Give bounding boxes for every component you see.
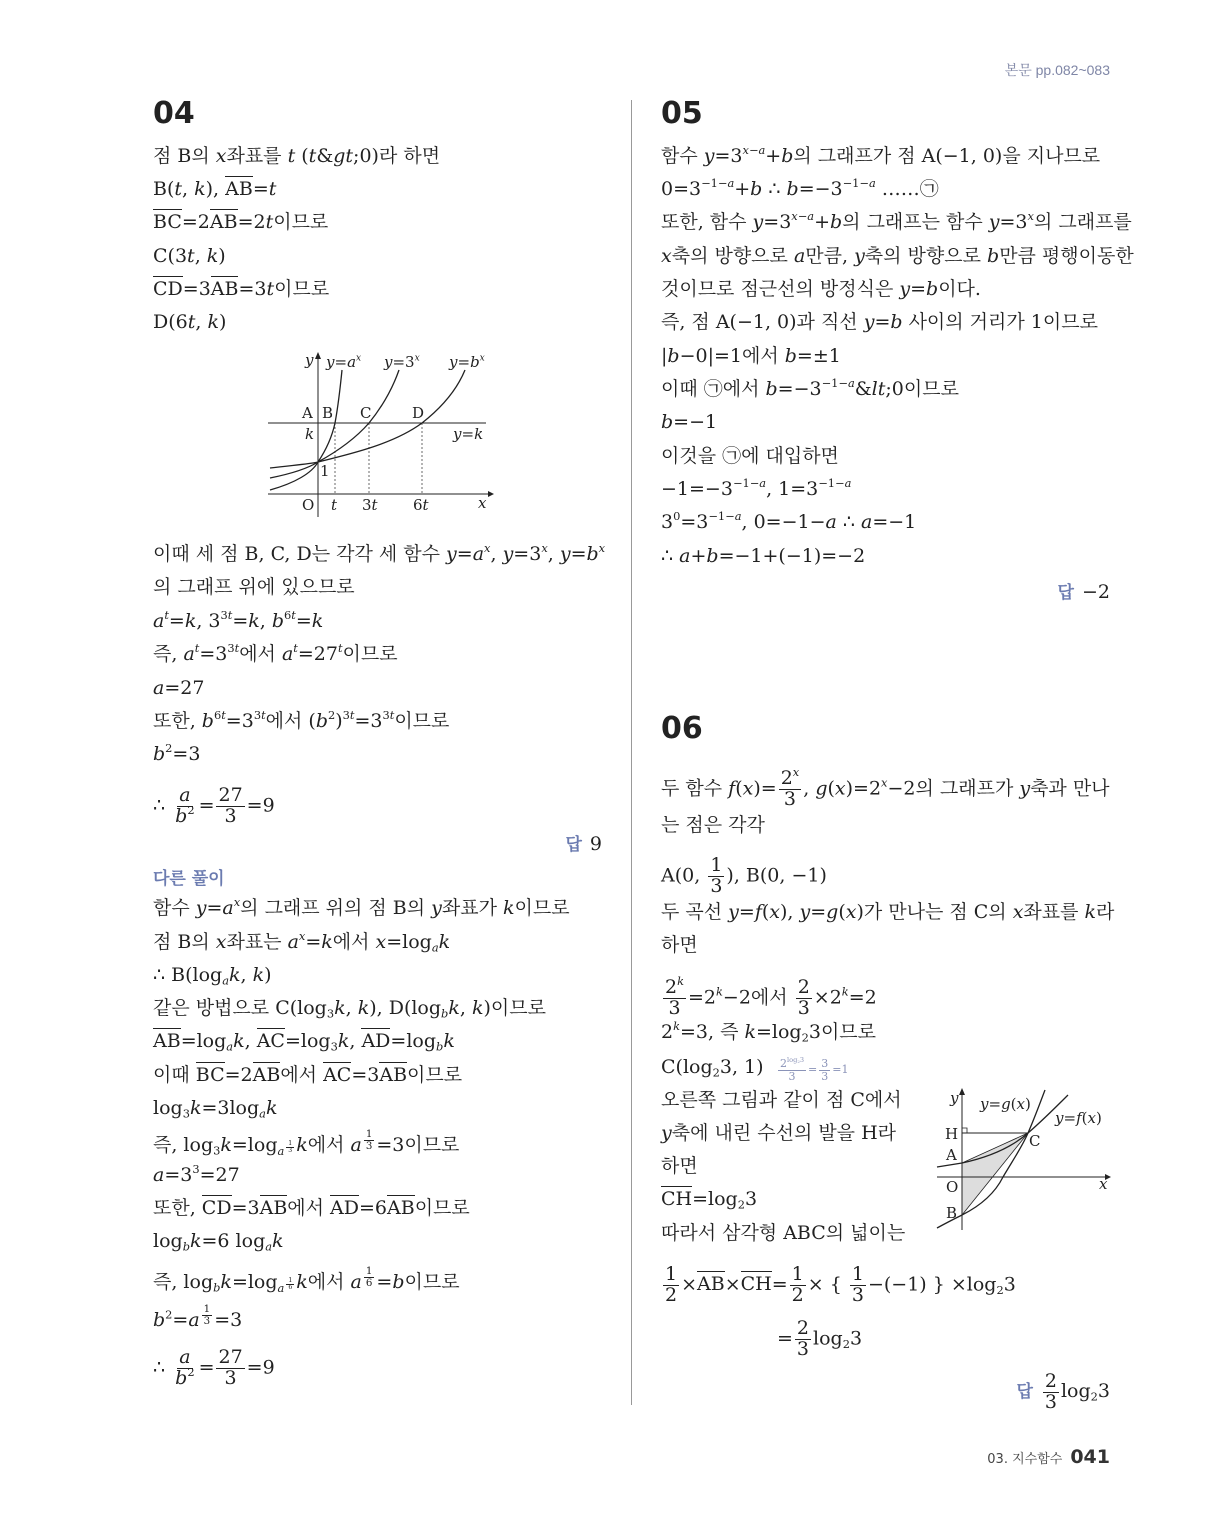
solution-line: 따라서 삼각형 ABC의 넓이는 — [661, 1222, 906, 1244]
answer-label: 답 — [1016, 1382, 1033, 1403]
solution-line: 즉, $\log_bk=\log_{a ^{\frac{1}{6}}}$ k에서 a $^{\frac{1}{6}}$ =b이므로 — [153, 1265, 460, 1295]
x-axis-arrow — [488, 491, 494, 497]
graph-label-one: 1 — [320, 462, 330, 480]
graph-label-6t: 6t — [413, 496, 429, 514]
answer-06 — [1016, 1372, 1110, 1413]
solution-line: $a^t=k$, $3^{3t}=k$, $b^{6t}=k$ — [153, 608, 324, 632]
graph-label-k: k — [305, 425, 315, 443]
solution-line: 하면 — [661, 934, 698, 956]
point-label-H: H — [945, 1125, 959, 1143]
solution-line: 는 점은 각각 — [661, 814, 765, 836]
solution-line: $\log_bk=6$ $\log_ak$ — [153, 1230, 284, 1254]
problem-number-04: 04 — [153, 96, 195, 131]
solution-line: 이때 ㉠에서 $b=-3^{-1-a}\&lt;0$이므로 — [661, 376, 959, 400]
answer-value: $\frac{2}{3}$ $\log_23$ — [1044, 1370, 1110, 1413]
solution-line: C(3t, k) — [153, 245, 226, 267]
point-label-A: A — [302, 404, 313, 422]
graph-label-x-axis: x — [1099, 1175, 1108, 1193]
graph-label-curve-3: $y=3^x$ — [384, 353, 420, 371]
solution-line: D(6t, k) — [153, 311, 227, 333]
solution-line: ∴ $\frac{a}{b^2}$ = $\frac{27}{3}$ =9 — [153, 784, 275, 827]
solution-line: 하면 — [661, 1155, 698, 1177]
solution-line: BC=2AB=2t이므로 — [153, 211, 329, 233]
graph-label-3t: 3t — [362, 496, 378, 514]
solution-line: 것이므로 점근선의 방정식은 y=b이다. — [661, 278, 981, 300]
graph-label-y-axis: y — [305, 351, 314, 369]
chapter-title: 03. 지수함수 — [987, 1452, 1063, 1467]
point-label-B: B — [946, 1204, 958, 1222]
solution-line: $C(\log_23$, 1) — [661, 1056, 764, 1080]
solution-line: 이때 BC=2AB에서 AC=3AB이므로 — [153, 1064, 463, 1086]
point-label-C: C — [1029, 1132, 1041, 1150]
right-angle-mark — [962, 1128, 967, 1133]
graph-label-t: t — [331, 496, 338, 514]
solution-line: A(0, $\frac{1}{3}$ ), B(0, −1) — [661, 854, 827, 897]
point-label-B: B — [322, 404, 334, 422]
answer-05 — [1058, 578, 1110, 603]
answer-label: 답 — [565, 835, 582, 855]
solution-line: a=27 — [153, 677, 205, 699]
solution-line: $\log_3k=3\log_ak$ — [153, 1097, 278, 1121]
solution-line: 즉, $\log_3k=\log_{a ^{\frac{1}{3}}}$ k에서 a $^{\frac{1}{3}}$ =3이므로 — [153, 1128, 460, 1158]
solution-line: |b−0|=1에서 b=±1 — [661, 345, 841, 367]
solution-line: 같은 방법으로 $C(\log_3k$, k), $D(\log_bk$, k)이므로 — [153, 997, 546, 1021]
solution-line: B(t, k), AB=t — [153, 178, 277, 200]
solution-line: ∴ $\frac{a}{b^2}$ = $\frac{27}{3}$ =9 — [153, 1346, 275, 1389]
column-divider — [631, 100, 632, 1405]
solution-line: ∴ a+b=−1+(−1)=−2 — [661, 545, 866, 567]
solution-line: 함수 $y=a^x$의 그래프 위의 점 B의 y좌표가 k이므로 — [153, 895, 570, 919]
solution-line: 두 곡선 y=f(x), y=g(x)가 만나는 점 C의 x좌표를 k라 — [661, 901, 1115, 923]
solution-line: b=−1 — [661, 411, 718, 433]
solution-line: 오른쪽 그림과 같이 점 C에서 — [661, 1089, 902, 1111]
side-note: $\frac{2^{log_23}}{3}$ = $\frac{3}{3}$ =1 — [780, 1056, 849, 1083]
solution-line: 의 그래프 위에 있으므로 — [153, 576, 355, 598]
solution-line: = $\frac{2}{3}$ $\log_23$ — [777, 1317, 863, 1360]
solution-line: $a=3^3=27$ — [153, 1162, 240, 1186]
solution-line: $\frac{1}{2}$ ×AB×CH= $\frac{1}{2}$ × { $\frac{1}{3}$ −(−1) } $\times\log_23$ — [665, 1263, 1016, 1306]
point-label-C: C — [360, 404, 372, 422]
solution-line: 이것을 ㉠에 대입하면 — [661, 445, 839, 467]
graph-label-curve-b: $y=b^x$ — [449, 353, 485, 371]
problem-number-05: 05 — [661, 96, 703, 131]
point-label-A: A — [946, 1146, 957, 1164]
answer-label: 답 — [1057, 583, 1074, 603]
point-label-D: D — [412, 404, 425, 422]
solution-line: 두 함수 f(x)= $\frac{2^x}{3}$ , $g(x)=2^x-2$의 그래프가 y축과 만나 — [661, 765, 1110, 810]
solution-line: $b^2=a$ $^{\frac{1}{3}}$ =3 — [153, 1303, 243, 1332]
page-number: 041 — [1070, 1446, 1110, 1468]
solution-line: x축의 방향으로 a만큼, y축의 방향으로 b만큼 평행이동한 — [661, 245, 1134, 267]
solution-line: $AB=\log_ak$, $AC=\log_3k$, $AD=\log_bk$ — [153, 1030, 455, 1054]
alternative-solution-title: 다른 풀이 — [153, 869, 225, 889]
graph-label-origin: O — [302, 496, 315, 514]
solution-line: 즉, $a^t=3^{3t}$에서 $a^t=27^t$이므로 — [153, 641, 398, 665]
graph-label-g: y=g(x) — [980, 1095, 1031, 1113]
solution-line: $3^0=3^{-1-a}$, 0=−1−a ∴ a=−1 — [661, 509, 917, 533]
graph-label-origin: O — [946, 1178, 959, 1196]
solution-line: 또한, $b^{6t}=3^{3t}$에서 $(b^2)^{3t}=3^{3t}$이므로 — [153, 708, 450, 732]
solution-line: $2^k=3$, 즉 $k=\log_23$이므로 — [661, 1019, 877, 1045]
answer-04 — [565, 830, 602, 855]
solution-line: $b^2=3$ — [153, 741, 201, 765]
solution-line: 점 B의 x좌표를 t (t&gt;0)라 하면 — [153, 145, 441, 167]
answer-value: −2 — [1081, 581, 1110, 603]
solution-line: $0=3^{-1-a}+b$ ∴ $b=-3^{-1-a}$ ……㉠ — [661, 176, 939, 200]
solution-line: ∴ $B(\log_ak$, k) — [153, 964, 272, 988]
solution-line: $CH=\log_23$ — [661, 1188, 758, 1212]
answer-value: 9 — [589, 833, 602, 855]
graph-label-y-axis: y — [950, 1089, 959, 1107]
problem-number-06: 06 — [661, 711, 703, 746]
graph-label-curve-a: $y=a^x$ — [326, 353, 362, 371]
solution-line: 또한, 함수 $y=3^{x-a}+b$의 그래프는 함수 $y=3^x$의 그래프를 — [661, 209, 1132, 233]
solution-line: 점 B의 x좌표는 $a^x=k$에서 $x=\log_ak$ — [153, 929, 451, 955]
solution-line: y축에 내린 수선의 발을 H라 — [661, 1122, 897, 1144]
solution-line: 즉, 점 A(−1, 0)과 직선 y=b 사이의 거리가 1이므로 — [661, 311, 1098, 333]
solution-line: $\frac{2^k}{3}$ $=2^k-2$에서 $\frac{2}{3}$ $\times 2^k=2$ — [665, 974, 877, 1019]
page-footer — [987, 1446, 1110, 1468]
graph-label-x-axis: x — [478, 494, 487, 512]
graph-label-f: y=f(x) — [1055, 1109, 1102, 1127]
solution-line: 함수 $y=3^{x-a}+b$의 그래프가 점 A(−1, 0)을 지나므로 — [661, 143, 1101, 167]
y-axis-arrow — [959, 1088, 965, 1095]
solution-line: 이때 세 점 B, C, D는 각각 세 함수 $y=a^x$, $y=3^x$, $y=b^x$ — [153, 541, 606, 565]
solution-line: CD=3AB=3t이므로 — [153, 278, 330, 300]
solution-line: $-1=-3^{-1-a}$, $1=3^{-1-a}$ — [661, 476, 852, 500]
graph-label-y-equals-k: y=k — [453, 425, 484, 443]
y-axis-arrow — [315, 352, 321, 359]
solution-line: 또한, CD=3AB에서 AD=6AB이므로 — [153, 1197, 470, 1219]
page-reference: 본문 pp.082~083 — [1004, 62, 1110, 78]
